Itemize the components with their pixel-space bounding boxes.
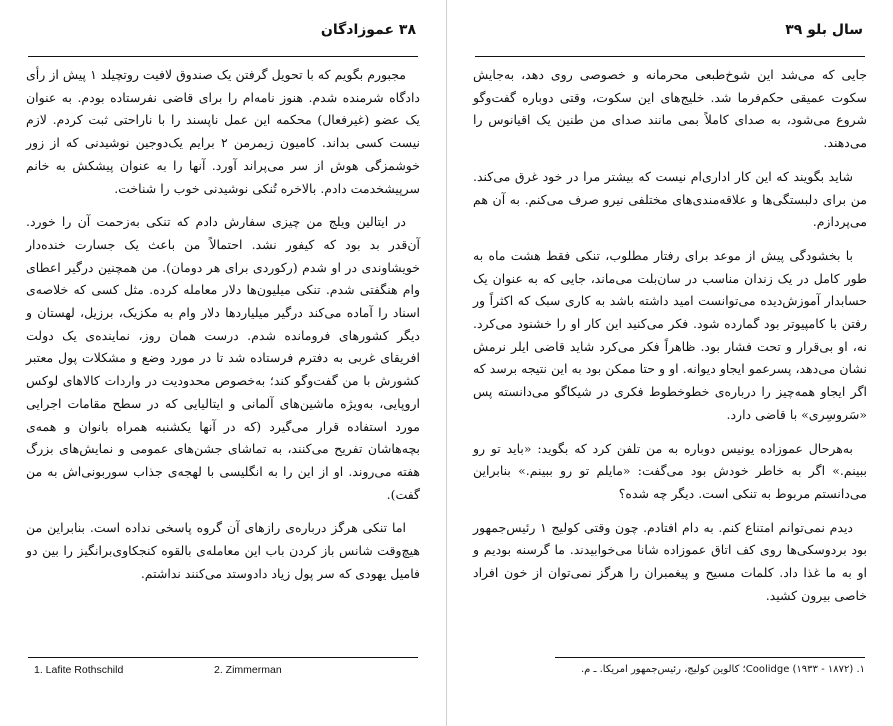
right-page bbox=[447, 0, 893, 726]
footnote: 2. Zimmerman bbox=[214, 664, 282, 676]
footnote: ۱. Coolidge (۱۹۳۳ - ۱۸۷۲)؛ کالوین کولیج، رئیس‌جمهور امریکا. ـ م. bbox=[580, 664, 865, 675]
paragraph: شاید بگویند که این کار اداری‌ام نیست که بیشتر مرا در خود غرق می‌کند. من برای دلبستگی‌ها و علاقه‌مندی‌های مختلفی نیرو صرف می‌کنم. به آن هم می‌پردازم. bbox=[473, 168, 867, 230]
paragraph: جایی که می‌شد این شوخ‌طبعی محرمانه و خصوصی روی دهد، به‌جایش سکوت عمیقی حکم‌فرما شد. خلیج‌های این سکوت، وقتی دوباره گفت‌وگو شروع می‌شود، به صدای کاملاً بمی مانند صدای من طنین یک اقیانوس را می‌دهند. bbox=[473, 67, 867, 151]
footnote-rule bbox=[28, 657, 418, 658]
header-rule bbox=[28, 56, 418, 57]
paragraph: دیدم نمی‌توانم امتناع کنم. به دام افتادم. چون وقتی کولیج ۱ رئیس‌جمهور بود بردوسکی‌ها روی کف اتاق عموزاده شانا می‌خوابیدند. ما گرسنه بودیم و او به ما غذا داد. کلمات مسیح و پیغمبران را هرگز نمی‌توان از خون افراد خاصی بیرون کشید. bbox=[473, 519, 867, 603]
paragraph: مجبورم بگویم که با تحویل گرفتن یک صندوق لافیت روتچیلد ۱ پیش از رأی دادگاه شرمنده شدم. هنوز نامه‌ام را برای قاضی نفرستاده بودم. به عنوان یک عضو (غیرفعال) محکمه این عمل ناپسند را با ناراحتی ثبت کردم. لازم نیست کسی بداند. کامیون زیمرمن ۲ برایم یک‌دوجین نوشیدنی که از زور خوشمزگی هوش از سر می‌پراند آورد. آنها را به عنوان پیشکش به خانم سرپیشخدمت دادم. بالاخره تُنکی نوشیدنی خوب را شناخت. bbox=[26, 67, 420, 196]
right-page-header: سال بلو ۳۹ bbox=[785, 22, 863, 38]
footnote: 1. Lafite Rothschild bbox=[34, 664, 124, 676]
left-page-header: ۳۸ عموزادگان bbox=[320, 22, 416, 38]
left-page-body bbox=[26, 64, 420, 585]
paragraph: در ایتالین ویلج من چیزی سفارش دادم که تنکی به‌زحمت آن را خورد. آن‌قدر بد بود که کیفور نشد. احتمالاً من باعث یک جسارت خنده‌دار خویشاوندی در او شدم (رکوردی برای هر دومان). من همچنین درگیر اعطای وام هنگفتی شدم. تنکی میلیون‌ها دلار معامله کرده. مثل کسی که خلاصه‌ی اسناد را آماده می‌کند درگیر میلیاردها دلار وام به مکزیک، برزیل، لهستان و دیگر کشورهای فرومانده شدم. درست همان روز، نماینده‌ی یک دولت افریقای غربی به دفترم فرستاده شد تا در مورد وضع و مشکلات پول معتبر کشورش با من گفت‌وگو کند؛ به‌خصوص محدودیت در واردات کالاهای لوکس اروپایی، به‌ویژه ماشین‌های آلمانی و ایتالیایی که در سطح مقامات اجرایی مورد استفاده قرار می‌گیرد (که در آنها یکشنبه همراه بانوان و همه‌ی بچه‌هاشان تفریح می‌کنند، به تماشای جشن‌های عمومی و نمایش‌های بزرگ هفته می‌روند. او از این را به انگلیسی با لهجه‌ی جذاب سوربونی‌اش به من گفت). bbox=[26, 214, 420, 502]
paragraph: اما تنکی هرگز درباره‌ی رازهای آن گروه پاسخی نداده است. بنابراین من هیچ‌وقت شانس باز کردن باب این معامله‌ی بالقوه کنجکاوی‌برانگیز را بین دو فامیل یهودی که سر پول زیاد دادوستد می‌کنند نداشتم. bbox=[26, 520, 420, 581]
left-page bbox=[0, 0, 446, 726]
right-page-body bbox=[473, 64, 867, 607]
footnote-rule bbox=[555, 657, 865, 658]
paragraph: به‌هرحال عموزاده یونیس دوباره به من تلفن کرد که بگوید: «باید تو رو ببینم.» اگر به خاطر خودش بود می‌گفت: «مایلم تو رو ببینم.» بنابراین می‌دانستم مربوط به تنکی است. دیگر چه شده؟ bbox=[473, 440, 867, 501]
header-rule bbox=[475, 56, 865, 57]
paragraph: با بخشودگی پیش از موعد برای رفتار مطلوب، تنکی فقط هشت ماه به طور کامل در یک زندان مناسب در سان‌بلت می‌ماند، جایی که به عنوان یک حسابدار آموزش‌دیده می‌توانست امید داشته باشد به کاری سبک که اکثراً ور رفتن با کامپیوتر بود گمارده شود. فکر می‌کنید این کار او را خشنود می‌کرد. نه، او بی‌قرار و تحت فشار بود. ظاهراً فکر می‌کرد شاید قاضی ایلر نرمش نشان می‌دهد، پسرعمو ایجاو دیوانه. او و حتا ممکن بود به این نتیجه برسد که اگر ایجاو همه‌چیز را درباره‌ی خطوخطوط فکری در شیکاگو می‌دانسته پس «سَروسِری» با قاضی دارد. bbox=[473, 247, 867, 422]
